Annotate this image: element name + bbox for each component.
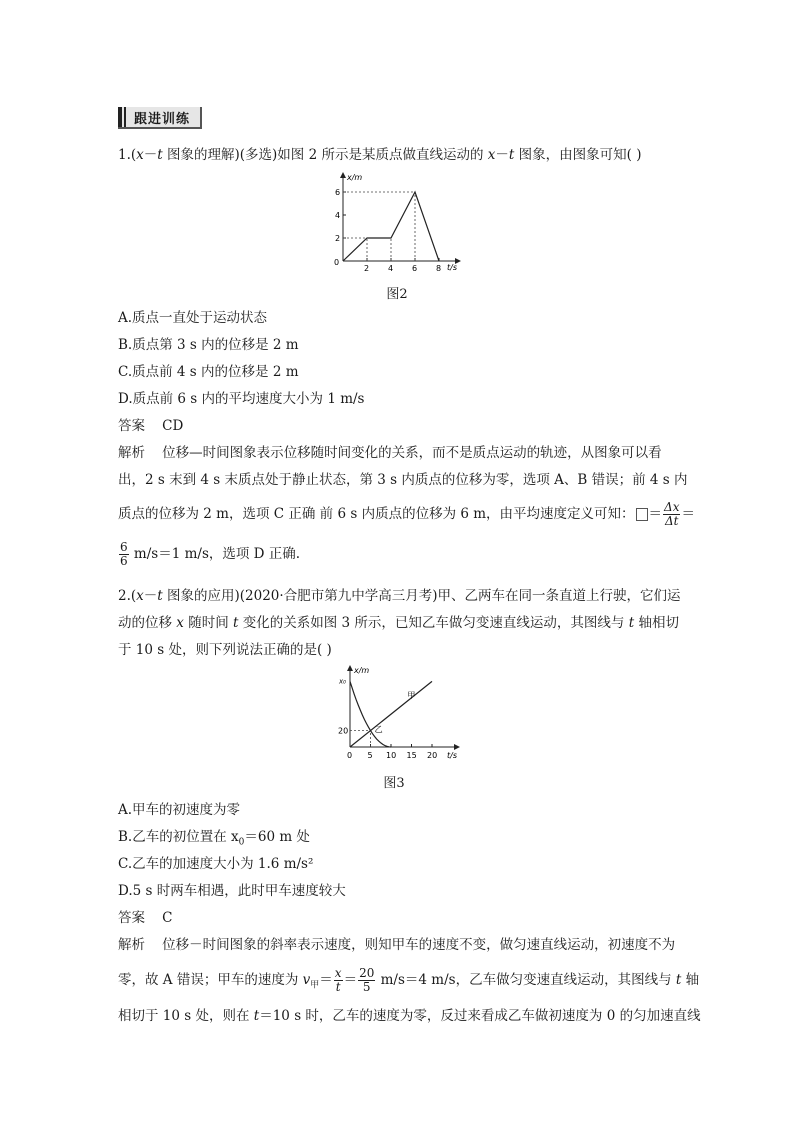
chart1-ytick-label: 4 — [335, 211, 341, 220]
chart2-origin: 0 — [347, 751, 353, 760]
q2-option-d: D.5 s 时两车相遇，此时甲车速度较大 — [118, 883, 346, 899]
chart2-xtick-label: 5 — [367, 751, 373, 760]
q1-option-b: B.质点第 3 s 内的位移是 2 m — [118, 337, 299, 353]
chart2-xtick-label: 20 — [427, 751, 438, 760]
figure-3-chart — [330, 662, 465, 766]
q2-stem-line1: 2.(x－t 图象的应用)(2020·合肥市第九中学高三月考)甲、乙两车在同一条直道上行驶，它们运 — [118, 588, 681, 604]
figure-3-caption: 图3 — [383, 776, 405, 791]
chart1-xtick-label: 8 — [436, 264, 442, 273]
q1-analysis-line2: 出，2 s 末到 4 s 末质点处于静止状态，第 3 s 内质点的位移为零，选项 A、B 错误；前 4 s 内 — [118, 472, 688, 488]
section-title: 跟进训练 — [134, 111, 191, 127]
chart1-ytick-label: 6 — [335, 188, 341, 197]
q1-option-c: C.质点前 4 s 内的位移是 2 m — [118, 364, 299, 380]
chart2-x0-marker: x₀ — [339, 677, 346, 686]
chart1-series-line — [343, 192, 439, 261]
chart1-axes — [340, 172, 461, 264]
tag-bar-thin — [124, 107, 126, 127]
chart1-xtick-label: 2 — [364, 264, 370, 273]
chart2-ylabel: x/m — [354, 666, 370, 675]
chart1-origin: 0 — [334, 258, 340, 267]
section-tag — [118, 107, 202, 129]
chart2-legend-yi: 乙 — [374, 725, 383, 735]
q2-answer: 答案 C — [118, 910, 173, 926]
chart1-ylabel: x/m — [347, 173, 363, 182]
q2-option-a: A.甲车的初速度为零 — [118, 802, 241, 818]
chart1-ytick-label: 2 — [335, 234, 341, 243]
q1-analysis-line1: 解析 位移—时间图象表示位移随时间变化的关系，而不是质点运动的轨迹，从图象可以看 — [118, 445, 662, 461]
figure-2-chart — [325, 170, 465, 278]
q1-stem: 1.(x－t 图象的理解)(多选)如图 2 所示是某质点做直线运动的 x－t 图象，由图象可知( ) — [118, 147, 642, 163]
chart2-axes — [347, 665, 460, 750]
q1-answer: 答案 CD — [118, 418, 184, 434]
chart1-xtick-label: 4 — [388, 264, 394, 273]
chart2-xtick-label: 15 — [406, 751, 417, 760]
q2-analysis-line3: 相切于 10 s 处，则在 t＝10 s 时，乙车的速度为零，反过来看成乙车做初速度为 0 的匀加速直线 — [118, 1008, 701, 1024]
tag-bar — [118, 107, 122, 127]
q2-stem-line2: 动的位移 x 随时间 t 变化的关系如图 3 所示，已知乙车做匀变速直线运动，其图线与 t 轴相切 — [118, 615, 679, 631]
average-velocity-symbol — [636, 508, 648, 521]
q1-analysis-line4: $\frac{6}{6}$ m/s＝1 m/s，选项 D 正确. — [120, 540, 301, 568]
chart1-xtick-label: 6 — [412, 264, 418, 273]
chart2-ytick-label: 20 — [338, 726, 349, 736]
q2-analysis-line2: 零，故 A 错误；甲车的速度为 $v_甲=$ $\frac{x}{t}$ ＝ $\frac{20}{5}$ m/s＝4 m/s，乙车做匀变速直线运动，其图线与 t 轴 — [118, 966, 700, 994]
q2-stem-line3: 于 10 s 处，则下列说法正确的是( ) — [118, 642, 332, 658]
chart2-xlabel: t/s — [447, 751, 457, 760]
q1-option-a: A.质点一直处于运动状态 — [118, 310, 268, 326]
q1-option-d: D.质点前 6 s 内的平均速度大小为 1 m/s — [118, 391, 365, 407]
q2-option-b: B.乙车的初位置在 $x_0=60$ m 处 — [118, 829, 310, 848]
q1-analysis-line3: 质点的位移为 2 m，选项 C 正确 前 6 s 内质点的位移为 6 m，由平均速度定义可知： ＝ $\frac{\Delta x}{\Delta t}$ ＝ — [118, 500, 695, 528]
q2-option-c: C.乙车的加速度大小为 1.6 m/s² — [118, 856, 314, 872]
chart2-legend-jia: 甲 — [407, 690, 416, 700]
q2-analysis-line1: 解析 位移－时间图象的斜率表示速度，则知甲车的速度不变，做匀速直线运动，初速度不为 — [118, 937, 676, 953]
figure-2-caption: 图2 — [386, 287, 408, 302]
chart1-xlabel: t/s — [447, 263, 457, 272]
chart2-xtick-label: 10 — [386, 751, 397, 760]
